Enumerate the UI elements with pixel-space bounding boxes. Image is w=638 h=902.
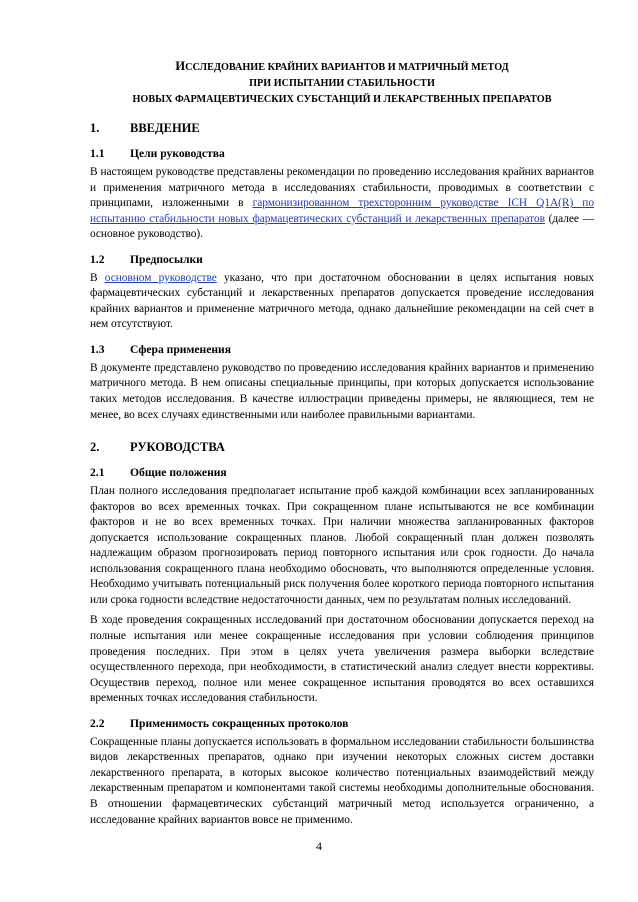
- document-page: [90, 58, 594, 828]
- title-line-3: НОВЫХ ФАРМАЦЕВТИЧЕСКИХ СУБСТАНЦИЙ И ЛЕКАРСТВЕННЫХ ПРЕПАРАТОВ: [132, 94, 552, 105]
- paragraph-background: В основном руководстве указано, что при достаточном обосновании в целях испытания новых фармацевтических субстанций и лекарственных препаратов допускается проведение исследования крайних вариантов и применение матричного метода, однако дальнейшие рекомендации на сей счет в нем отсутствуют.: [90, 271, 594, 331]
- section-heading-guidance: 2. РУКОВОДСТВА: [90, 440, 225, 455]
- subsection-heading-scope: 1.3 Сфера применения: [90, 342, 231, 356]
- ich-guideline-link[interactable]: гармонизированном трехсторонним руководстве ICH Q1A(R) по испытанию стабильности новых фармацевтических субстанций и лекарственных препаратов: [90, 197, 594, 225]
- paragraph-scope: В документе представлено руководство по проведению исследования крайних вариантов и применению матричного метода. В нем описаны специальные принципы, при которых допускается использование таких методов исследования. В качестве иллюстрации приведены примеры, не являющиеся, тем не менее, во всех случаях единственными или наиболее правильными вариантами.: [90, 361, 594, 421]
- paragraph-general-1: План полного исследования предполагает испытание проб каждой комбинации всех запланированных факторов во всех временных точках. При сокращенном плане испытываются не все комбинации факторов и не во всех временных точках. При наличии множества запланированных факторов допускается использование сокращенных планов. Любой сокращенный план должен позволять надлежащим образом прогнозировать период повторного испытания или срок годности. До начала использования сокращенного плана необходимо обосновать, что выполняются определенные условия. Необходимо учитывать потенциальный риск получения более короткого периода повторного испытания или срока годности вследствие недостаточности данных, чем по результатам полных исследований.: [90, 485, 594, 606]
- subsection-heading-general: 2.1 Общие положения: [90, 466, 227, 480]
- document-title: [90, 58, 594, 108]
- page-number: 4: [316, 839, 322, 853]
- paragraph-applicability: Сокращенные планы допускается использовать в формальном исследовании стабильности большинства видов лекарственных препаратов, однако при изучении некоторых сложных систем доставки лекарственного препарата, в которых высокое количество потенциальных взаимодействий между лекарственным препаратом и компонентами такой системы необходимы дополнительные обоснования. В отношении фармацевтических субстанций матричный метод используется ограниченно, а исследование крайних вариантов вовсе не применимо.: [90, 735, 594, 826]
- subsection-heading-goals: 1.1 Цели руководства: [90, 147, 225, 160]
- paragraph-general-2: В ходе проведения сокращенных исследований при достаточном обосновании допускается переход на полные испытания или менее сокращенные исследования при условии соблюдения принципов проведения последних. При этом в целях учета увеличения размера выборки вследствие осуществленного перехода, при необходимости, в статистический анализ следует внести коррективы. Осуществив переход, полное или менее сокращенное испытания проводятся во всех оставшихся временных точках исследования стабильности.: [90, 614, 594, 705]
- section-heading-introduction: 1. ВВЕДЕНИЕ: [90, 121, 200, 135]
- title-line-1: ИССЛЕДОВАНИЕ КРАЙНИХ ВАРИАНТОВ И МАТРИЧНЫЙ МЕТОД: [175, 59, 509, 73]
- paragraph-goals: В настоящем руководстве представлены рекомендации по проведению исследования крайних вариантов и применения матричного метода в исследованиях стабильности, проводимых в соответствии с принципами, изложенными в гармонизированном трехсторонним руководстве ICH Q1A(R) по испытанию стабильности новых фармацевтических субстанций и лекарственных препаратов (далее — основное руководство).: [90, 166, 594, 241]
- subsection-heading-background: 1.2 Предпосылки: [90, 252, 203, 266]
- title-line-2: ПРИ ИСПЫТАНИИ СТАБИЛЬНОСТИ: [249, 78, 435, 89]
- subsection-heading-applicability: 2.2 Применимость сокращенных протоколов: [90, 716, 349, 730]
- main-guideline-link[interactable]: основном руководстве: [104, 271, 217, 284]
